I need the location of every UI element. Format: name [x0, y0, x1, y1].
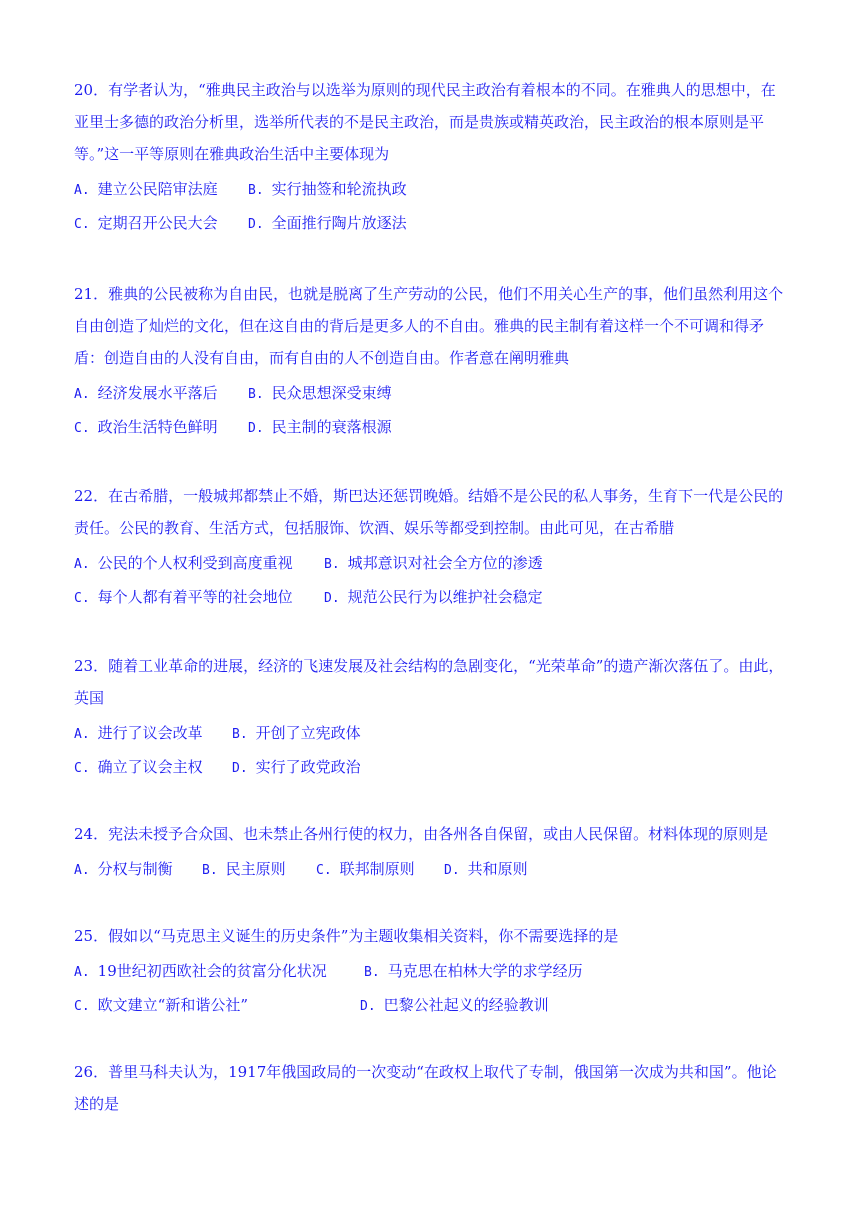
options-row [74, 716, 790, 750]
option-d[interactable]: D. 巴黎公社起义的经验教训 [360, 996, 549, 1014]
option-text: 民主制的衰落根源 [271, 418, 392, 436]
option-text: 马克思在柏林大学的求学经历 [387, 962, 583, 980]
option-text: 共和原则 [467, 860, 528, 878]
question-26 [74, 1056, 790, 1120]
options-row [74, 988, 790, 1022]
option-text: 建立公民陪审法庭 [97, 180, 218, 198]
question-24 [74, 818, 790, 886]
question-20 [74, 74, 790, 240]
options-row [74, 410, 790, 444]
option-d[interactable]: D. 实行了政党政治 [232, 758, 361, 776]
option-text: 规范公民行为以维护社会稳定 [347, 588, 543, 606]
option-text: 联邦制原则 [339, 860, 415, 878]
option-a[interactable]: A. 19世纪初西欧社会的贫富分化状况 [74, 962, 327, 980]
question-stem: 23．随着工业革命的进展，经济的飞速发展及社会结构的急剧变化，“光荣革命”的遗产渐次落伍了。由此，英国 [74, 657, 784, 707]
option-text: 实行了政党政治 [255, 758, 361, 776]
options-row [74, 954, 790, 988]
option-c[interactable]: C. 确立了议会主权 [74, 758, 203, 776]
options-row [74, 172, 790, 206]
option-a[interactable]: A. 分权与制衡 [74, 860, 173, 878]
options-row [74, 546, 790, 580]
option-a[interactable]: A. 经济发展水平落后 [74, 384, 218, 402]
option-b[interactable]: B. 开创了立宪政体 [232, 724, 361, 742]
option-text: 全面推行陶片放逐法 [271, 214, 407, 232]
option-text: 确立了议会主权 [97, 758, 203, 776]
option-text: 进行了议会改革 [97, 724, 203, 742]
option-b[interactable]: B. 城邦意识对社会全方位的渗透 [324, 554, 543, 572]
option-text: 定期召开公民大会 [97, 214, 218, 232]
question-22 [74, 480, 790, 614]
option-text: 经济发展水平落后 [97, 384, 218, 402]
question-21 [74, 278, 790, 444]
option-b[interactable]: B. 民众思想深受束缚 [248, 384, 392, 402]
option-a[interactable]: A. 建立公民陪审法庭 [74, 180, 218, 198]
question-stem: 25．假如以“马克思主义诞生的历史条件”为主题收集相关资料，你不需要选择的是 [74, 927, 619, 945]
option-text: 民主原则 [225, 860, 286, 878]
option-d[interactable]: D. 规范公民行为以维护社会稳定 [324, 588, 543, 606]
option-b[interactable]: B. 马克思在柏林大学的求学经历 [364, 962, 583, 980]
question-stem: 26．普里马科夫认为，1917年俄国政局的一次变动“在政权上取代了专制，俄国第一次成为共和国”。他论述的是 [74, 1063, 777, 1113]
option-text: 欧文建立“新和谐公社” [97, 996, 248, 1014]
option-a[interactable]: A. 进行了议会改革 [74, 724, 203, 742]
option-c[interactable]: C. 欧文建立“新和谐公社” [74, 996, 248, 1014]
option-text: 城邦意识对社会全方位的渗透 [347, 554, 543, 572]
option-c[interactable]: C. 定期召开公民大会 [74, 214, 218, 232]
options-row [74, 376, 790, 410]
option-b[interactable]: B. 民主原则 [202, 860, 286, 878]
question-23 [74, 650, 790, 784]
option-c[interactable]: C. 每个人都有着平等的社会地位 [74, 588, 293, 606]
question-stem: 20．有学者认为，“雅典民主政治与以选举为原则的现代民主政治有着根本的不同。在雅典人的思想中，在亚里士多德的政治分析里，选举所代表的不是民主政治，而是贵族或精英政治，民主政治的根本原则是平等。”这一平等原则在雅典政治生活中主要体现为 [74, 81, 776, 163]
option-d[interactable]: D. 民主制的衰落根源 [248, 418, 392, 436]
option-text: 分权与制衡 [97, 860, 173, 878]
options-row [74, 206, 790, 240]
option-c[interactable]: C. 联邦制原则 [316, 860, 415, 878]
option-text: 实行抽签和轮流执政 [271, 180, 407, 198]
option-d[interactable]: D. 全面推行陶片放逐法 [248, 214, 407, 232]
option-text: 巴黎公社起义的经验教训 [383, 996, 549, 1014]
option-d[interactable]: D. 共和原则 [444, 860, 528, 878]
option-b[interactable]: B. 实行抽签和轮流执政 [248, 180, 407, 198]
option-text: 民众思想深受束缚 [271, 384, 392, 402]
option-text: 每个人都有着平等的社会地位 [97, 588, 293, 606]
options-row [74, 580, 790, 614]
question-stem: 21．雅典的公民被称为自由民，也就是脱离了生产劳动的公民，他们不用关心生产的事，他们虽然利用这个自由创造了灿烂的文化，但在这自由的背后是更多人的不自由。雅典的民主制有着这样一个不可调和得矛盾：创造自由的人没有自由，而有自由的人不创造自由。作者意在阐明雅典 [74, 285, 784, 367]
option-text: 公民的个人权利受到高度重视 [97, 554, 293, 572]
option-a[interactable]: A. 公民的个人权利受到高度重视 [74, 554, 293, 572]
options-row [74, 852, 790, 886]
option-text: 19世纪初西欧社会的贫富分化状况 [97, 962, 327, 980]
option-text: 政治生活特色鲜明 [97, 418, 218, 436]
option-c[interactable]: C. 政治生活特色鲜明 [74, 418, 218, 436]
option-text: 开创了立宪政体 [255, 724, 361, 742]
question-25 [74, 920, 790, 1022]
question-stem: 24．宪法未授予合众国、也未禁止各州行使的权力，由各州各自保留，或由人民保留。材料体现的原则是 [74, 825, 769, 843]
options-row [74, 750, 790, 784]
question-stem: 22．在古希腊，一般城邦都禁止不婚，斯巴达还惩罚晚婚。结婚不是公民的私人事务，生育下一代是公民的责任。公民的教育、生活方式，包括服饰、饮酒、娱乐等都受到控制。由此可见，在古希腊 [74, 487, 784, 537]
